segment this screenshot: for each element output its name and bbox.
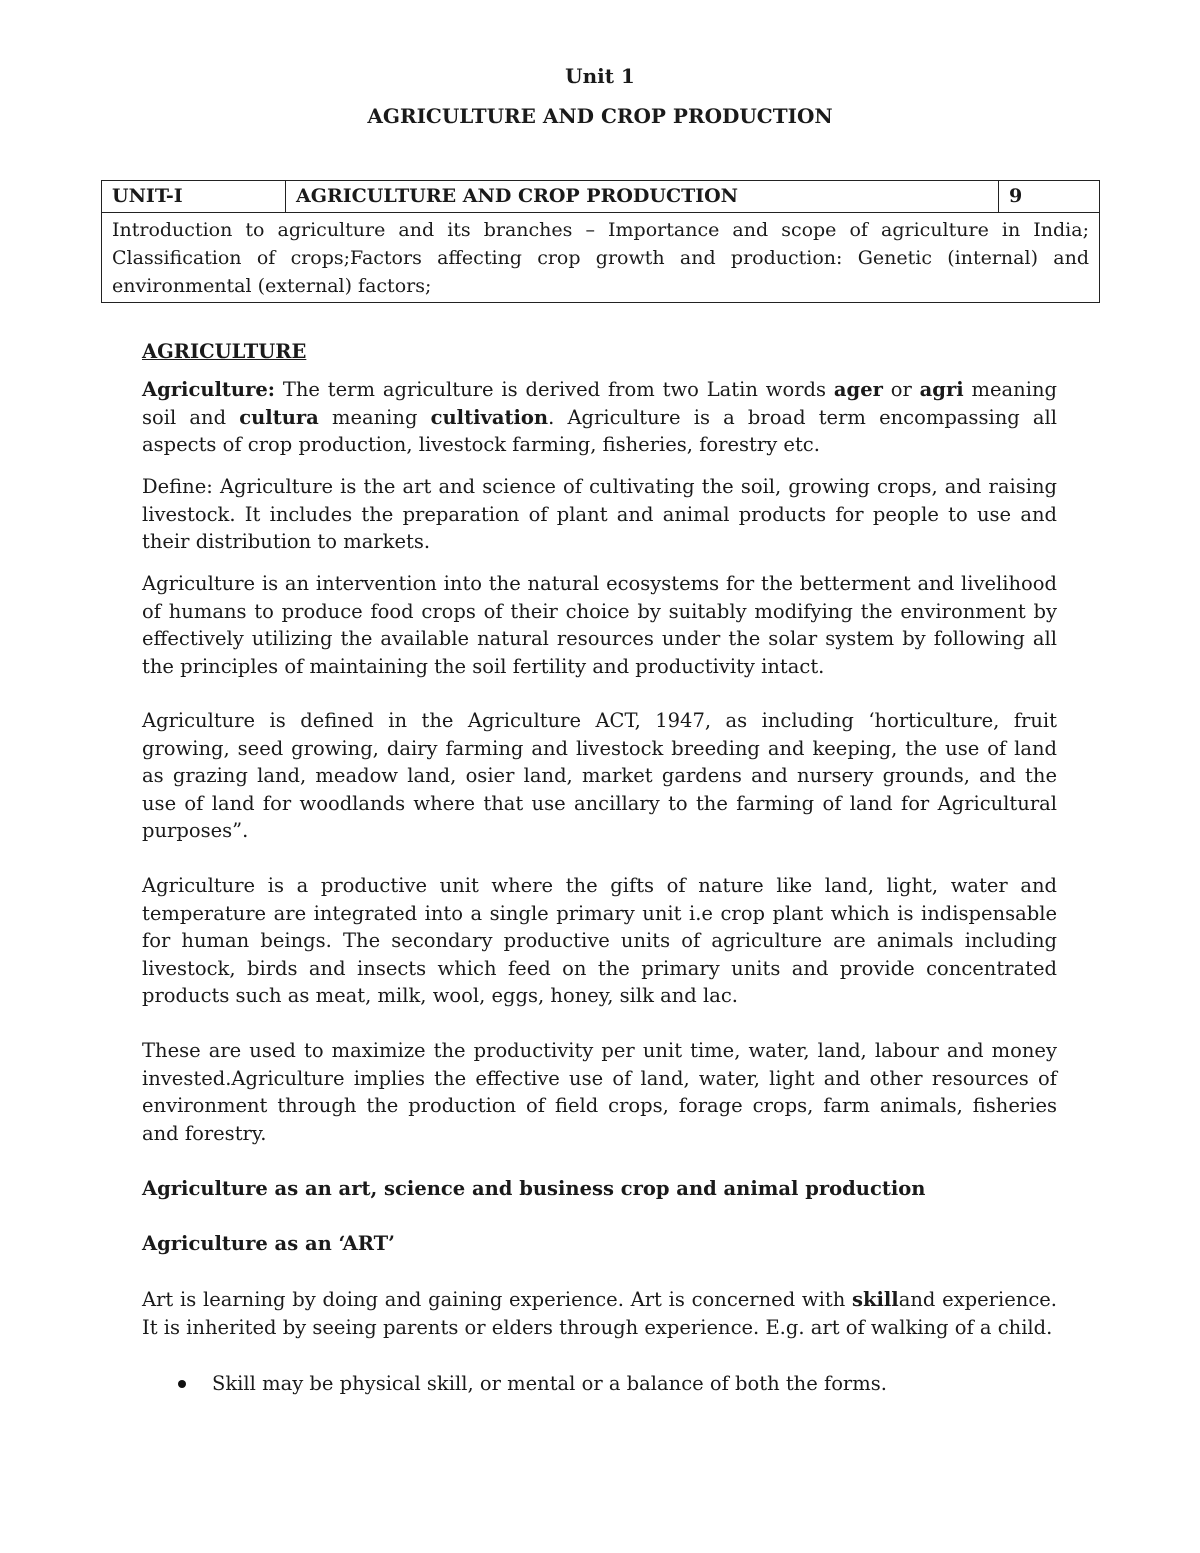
paragraph-productive-unit: Agriculture is a productive unit where the gifts of nature like land, light, water and temperature are integrated into a single primary unit i.e crop plant which is indispensable for human beings. The secondary productive units of agriculture are animals including livestock, birds and insects which feed on the primary units and provide concentrated products such as meat, milk, wool, eggs, honey, silk and lac. <box>142 874 1057 1007</box>
syllabus-description: Introduction to agriculture and its branches – Importance and scope of agriculture in India; Classification of crops;Factors affecting crop growth and production: Genetic (internal) and environmental (external) factors; <box>102 213 1100 303</box>
syllabus-table <box>101 180 1100 303</box>
heading-agriculture-as-art: Agriculture as an ‘ART’ <box>142 1232 395 1255</box>
paragraph-etymology: Agriculture: The term agriculture is derived from two Latin words ager or agri meaning soil and cultura meaning cultivation. Agriculture is a broad term encompassing all aspects of crop production, livestock farming, fisheries, forestry etc. <box>142 378 1057 456</box>
syllabus-header-row <box>102 181 1100 213</box>
paragraph-act-1947: Agriculture is defined in the Agriculture ACT, 1947, as including ‘horticulture, fruit growing, seed growing, dairy farming and livestock breeding and keeping, the use of land as grazing land, meadow land, osier land, market gardens and nursery grounds, and the use of land for woodlands where that use ancillary to the farming of land for Agricultural purposes”. <box>142 709 1057 842</box>
syllabus-unit-label: UNIT-I <box>102 181 286 213</box>
heading-art-science-business: Agriculture as an art, science and business crop and animal production <box>142 1177 926 1200</box>
section-heading: AGRICULTURE <box>142 340 307 363</box>
paragraph-art: Art is learning by doing and gaining experience. Art is concerned with skilland experience. It is inherited by seeing parents or elders through experience. E.g. art of walking of a child. <box>142 1288 1057 1339</box>
paragraph-intervention: Agriculture is an intervention into the natural ecosystems for the betterment and livelihood of humans to produce food crops of their choice by suitably modifying the environment by effectively utilizing the available natural resources under the solar system by following all the principles of maintaining the soil fertility and productivity intact. <box>142 572 1057 678</box>
syllabus-unit-title: AGRICULTURE AND CROP PRODUCTION <box>286 181 999 213</box>
syllabus-hours: 9 <box>999 181 1100 213</box>
document-title: AGRICULTURE AND CROP PRODUCTION <box>367 104 833 128</box>
paragraph-definition: Define: Agriculture is the art and science of cultivating the soil, growing crops, and raising livestock. It includes the preparation of plant and animal products for people to use and their distribution to markets. <box>142 475 1057 553</box>
unit-title: Unit 1 <box>565 64 635 88</box>
term-agriculture: Agriculture: <box>142 378 275 401</box>
document-page: Unit 1 AGRICULTURE AND CROP PRODUCTION UNIT-I AGRICULTURE AND CROP PRODUCTION 9 Introduction to agriculture and its branches – Importance and scope of agriculture in India; Classification of crops;Factors affecting crop growth and production: Genetic (internal) and environmental (external) factors; AGRICULTURE Agriculture: The term agriculture is derived from two Latin words ager or agri meaning soil and cultura meaning cultivation. Agriculture is a broad term encompassing all aspects of crop production, livestock farming, fisheries, forestry etc. Define: Agriculture is the art and science of cultivating the soil, growing crops, and raising livestock. It includes the preparation of plant and animal products for people to use and their distribution to markets. Agriculture is an intervention into the natural ecosystems for the betterment and livelihood of humans to produce food crops of their choice by suitably modifying the environment by effectively utilizing the available natural resources under the solar system by following all the principles of maintaining the soil fertility and productivity intact. Agriculture is defined in the Agriculture ACT, 1947, as including ‘horticulture, fruit growing, seed growing, dairy farming and livestock breeding and keeping, the use of land as grazing land, meadow land, osier land, market gardens and nursery grounds, and the use of land for woodlands where that use ancillary to the farming of land for Agricultural purposes”. Agriculture is a productive unit where the gifts of nature like land, light, water and temperature are integrated into a single primary unit i.e crop plant which is indispensable for human beings. The secondary productive units of agriculture are animals including livestock, birds and insects which feed on the primary units and provide concentrated products such as meat, milk, wool, eggs, honey, silk and lac. These are used to maximize the productivity per unit time, water, land, labour and money invested.Agriculture implies the effective use of land, water, light and other resources of environment through the production of field crops, forage crops, farm animals, fisheries and forestry. Agriculture as an art, science and business crop and animal production Agriculture as an ‘ART’ Art is learning by doing and gaining experience. Art is concerned with skilland experience. It is inherited by seeing parents or elders through experience. E.g. art of walking of a child. Skill may be physical skill, or mental or a balance of both the forms. <box>0 0 1200 1553</box>
bullet-icon <box>178 1380 186 1388</box>
syllabus-description-row <box>102 213 1100 303</box>
paragraph-productivity: These are used to maximize the productivity per unit time, water, land, labour and money invested.Agriculture implies the effective use of land, water, light and other resources of environment through the production of field crops, forage crops, farm animals, fisheries and forestry. <box>142 1039 1057 1145</box>
